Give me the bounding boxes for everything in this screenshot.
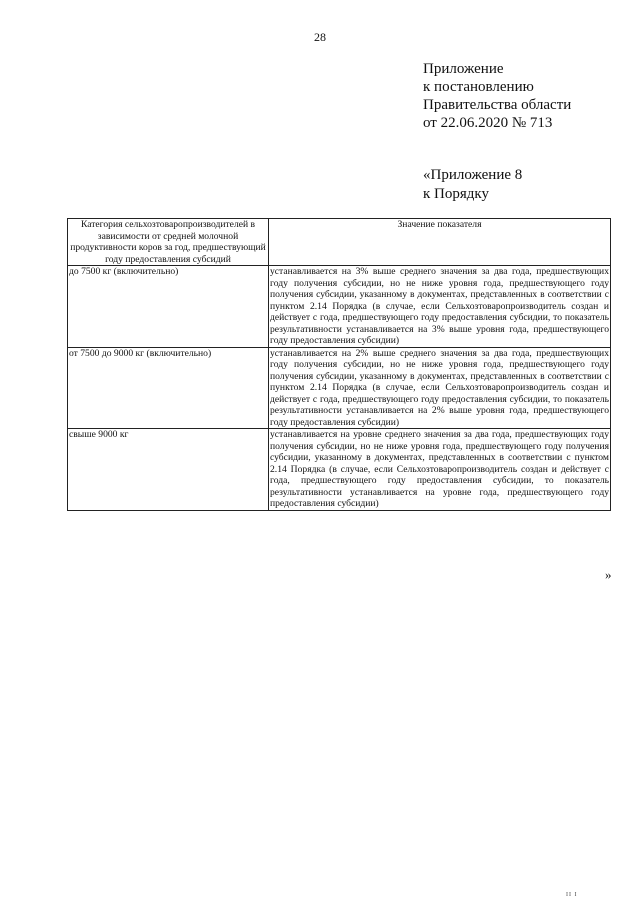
appendix-header (423, 60, 571, 132)
category-cell: свыше 9000 кг (68, 429, 269, 511)
table-row (68, 347, 611, 429)
category-cell: от 7500 до 9000 кг (включительно) (68, 347, 269, 429)
appendix-subheader-line: к Порядку (423, 186, 489, 202)
scan-mark: II I (566, 892, 578, 898)
indicator-table (67, 218, 611, 511)
table-row (68, 429, 611, 511)
closing-quote: » (605, 567, 612, 582)
appendix-subheader (423, 166, 522, 204)
value-cell: устанавливается на 3% выше среднего значения за два года, предшествующих году получения субсидии, но не ниже уровня года, предшествующего году получения субсидии, указанному в документах, представленных в соответствии с пунктом 2.14 Порядка (в случае, если Сельхозтоваропроизводитель создан и действует с года, предшествующего году предоставления субсидии, то показатель результативности устанавливается на 3% выше уровня года, предшествующего году предоставления субсидии) (270, 266, 609, 346)
appendix-subheader-line: «Приложение 8 (423, 167, 523, 183)
table-header-row (68, 219, 611, 266)
appendix-header-line: от 22.06.2020 № 713 (423, 115, 553, 131)
category-cell: до 7500 кг (включительно) (68, 266, 269, 348)
column-header-category: Категория сельхозтоваропроизводителей в зависимости от средней молочной продуктивности коров за год, предшествующий году предоставления субсидий (68, 219, 269, 266)
appendix-header-line: к постановлению (423, 79, 534, 95)
table-row (68, 266, 611, 348)
page-number: 28 (314, 30, 326, 44)
value-cell: устанавливается на уровне среднего значения за два года, предшествующих году получения субсидии, но не ниже уровня года, предшествующего году получения субсидии, указанному в документах, представленных в соответствии с пунктом 2.14 Порядка (в случае, если Сельхозтоваропроизводитель создан и действует с года, предшествующего году предоставления субсидии, то показатель результативности устанавливается на уровне года, предшествующего году предоставления субсидии) (270, 429, 609, 509)
appendix-header-line: Правительства области (423, 97, 572, 113)
appendix-header-line: Приложение (423, 61, 504, 77)
column-header-value: Значение показателя (269, 219, 611, 266)
value-cell: устанавливается на 2% выше среднего значения за два года, предшествующих году получения субсидии, но не ниже уровня года, предшествующего году получения субсидии, указанному в документах, представленных в соответствии с пунктом 2.14 Порядка (в случае, если Сельхозтоваропроизводитель создан и действует с года, предшествующего году предоставления субсидии, то показатель результативности устанавливается на 2% выше уровня года, предшествующего году предоставления субсидии) (270, 347, 609, 428)
